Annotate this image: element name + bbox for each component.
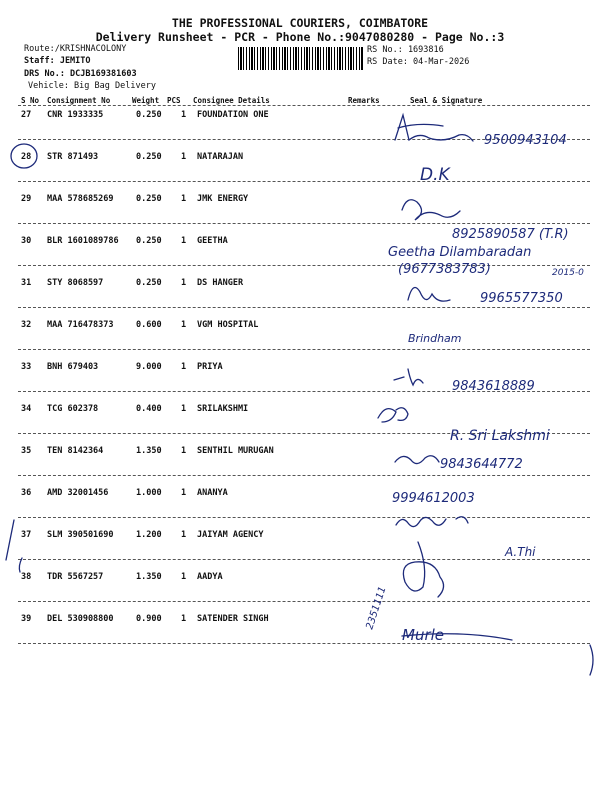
rs-date: RS Date: 04-Mar-2026: [367, 57, 470, 67]
row-consignee: JAIYAM AGENCY: [197, 530, 264, 540]
vehicle-label: Vehicle: Big Bag Delivery: [28, 81, 156, 91]
column-header-pcs: PCS: [167, 96, 181, 105]
row-consignment-no: BNH 679403: [47, 362, 99, 372]
header-divider: [18, 105, 590, 106]
row-divider: [18, 643, 590, 644]
signature-36: [396, 517, 468, 527]
row-sno: 29: [21, 194, 32, 204]
row-pcs: 1: [181, 110, 187, 120]
row-consignment-no: BLR 1601089786: [47, 236, 119, 246]
row-consignee: JMK ENERGY: [197, 194, 249, 204]
column-header-signature: Seal & Signature: [410, 96, 483, 105]
row-consignee: NATARAJAN: [197, 152, 244, 162]
handwritten-sign-37: A.Thi: [505, 545, 536, 559]
row-pcs: 1: [181, 152, 187, 162]
handwritten-time-30: 2015-0: [552, 268, 584, 278]
row-sno: 32: [21, 320, 32, 330]
row-weight: 9.000: [136, 362, 162, 372]
barcode-image: [238, 47, 364, 70]
row-consignee: PRIYA: [197, 362, 223, 372]
row-pcs: 1: [181, 572, 187, 582]
signature-37: [403, 542, 443, 597]
row-pcs: 1: [181, 614, 187, 624]
signature-29: [402, 200, 460, 220]
handwritten-phone-31: 9965577350: [480, 291, 563, 306]
row-consignment-no: STY 8068597: [47, 278, 104, 288]
row-consignment-no: AMD 32001456: [47, 488, 109, 498]
row-divider: [18, 391, 590, 392]
row-weight: 0.600: [136, 320, 162, 330]
handwritten-name-32: Brindham: [408, 332, 462, 345]
row-consignee: ANANYA: [197, 488, 228, 498]
row-divider: [18, 433, 590, 434]
row-consignee: SENTHIL MURUGAN: [197, 446, 274, 456]
row-consignee: DS HANGER: [197, 278, 244, 288]
handwritten-phone-36: 9994612003: [392, 491, 475, 506]
handwritten-phone-27: 9500943104: [484, 133, 567, 148]
row-sno: 37: [21, 530, 32, 540]
row-pcs: 1: [181, 278, 187, 288]
row-consignee: AADYA: [197, 572, 223, 582]
row-weight: 0.400: [136, 404, 162, 414]
row-consignment-no: MAA 578685269: [47, 194, 114, 204]
row-consignment-no: SLM 390501690: [47, 530, 114, 540]
row-divider: [18, 265, 590, 266]
row-weight: 0.250: [136, 278, 162, 288]
row-consignee: VGM HOSPITAL: [197, 320, 259, 330]
row-consignment-no: MAA 716478373: [47, 320, 114, 330]
staff-label: Staff: JEMITO: [24, 56, 91, 66]
row-sno: 28: [21, 152, 32, 162]
row-pcs: 1: [181, 530, 187, 540]
row-divider: [18, 349, 590, 350]
column-header-weight: Weight: [132, 96, 160, 105]
row-pcs: 1: [181, 194, 187, 204]
runsheet-subtitle: Delivery Runsheet - PCR - Phone No.:9047080280 - Page No.:3: [95, 30, 505, 44]
row-sno: 27: [21, 110, 32, 120]
row-divider: [18, 601, 590, 602]
row-weight: 1.350: [136, 446, 162, 456]
handwritten-name-34: R. Sri Lakshmi: [450, 428, 550, 444]
signature-27: [395, 115, 473, 141]
handwritten-phone-35: 9843644772: [440, 457, 523, 472]
row-sno: 35: [21, 446, 32, 456]
row-sno: 31: [21, 278, 32, 288]
handwritten-phone-33: 9843618889: [452, 379, 535, 394]
row-weight: 0.250: [136, 152, 162, 162]
column-header-consignment: Consignment No: [47, 96, 111, 105]
row-sno: 30: [21, 236, 32, 246]
row-pcs: 1: [181, 320, 187, 330]
row-divider: [18, 475, 590, 476]
rs-number: RS No.: 1693816: [367, 45, 444, 55]
row-weight: 0.250: [136, 194, 162, 204]
row-pcs: 1: [181, 446, 187, 456]
signature-31: [408, 288, 450, 302]
row-consignment-no: TEN 8142364: [47, 446, 104, 456]
column-header-consignee: Consignee Details: [193, 96, 270, 105]
company-title: THE PROFESSIONAL COURIERS, COIMBATORE: [171, 16, 429, 30]
row-weight: 1.200: [136, 530, 162, 540]
signature-33: [394, 369, 423, 385]
row-sno: 36: [21, 488, 32, 498]
margin-pen-mark: [6, 520, 14, 560]
signature-34: [378, 408, 408, 422]
row-sno: 33: [21, 362, 32, 372]
margin-pen-mark: [590, 645, 593, 675]
signature-27: [398, 124, 443, 128]
column-header-sno: S No: [21, 96, 40, 105]
row-divider: [18, 307, 590, 308]
row-sno: 38: [21, 572, 32, 582]
row-weight: 0.900: [136, 614, 162, 624]
row-pcs: 1: [181, 404, 187, 414]
row-consignment-no: CNR 1933335: [47, 110, 104, 120]
signature-35: [395, 456, 439, 464]
row-consignment-no: TCG 602378: [47, 404, 99, 414]
row-divider: [18, 181, 590, 182]
row-weight: 0.250: [136, 236, 162, 246]
row-weight: 1.350: [136, 572, 162, 582]
row-consignment-no: DEL 530908800: [47, 614, 114, 624]
row-divider: [18, 517, 590, 518]
row-pcs: 1: [181, 236, 187, 246]
row-divider: [18, 139, 590, 140]
row-consignment-no: STR 871493: [47, 152, 99, 162]
row-consignment-no: TDR 5567257: [47, 572, 104, 582]
row-divider: [18, 223, 590, 224]
handwritten-name-30: Geetha Dilambaradan: [388, 245, 532, 260]
row-sno: 34: [21, 404, 32, 414]
handwritten-side-38: 2351111: [364, 585, 389, 631]
margin-pen-mark: [19, 558, 22, 572]
handwritten-sign-39: Murle: [402, 626, 445, 644]
row-pcs: 1: [181, 488, 187, 498]
row-divider: [18, 559, 590, 560]
row-consignee: SRILAKSHMI: [197, 404, 249, 414]
row-consignee: SATENDER SINGH: [197, 614, 269, 624]
handwritten-phone-29: 8925890587 (T.R): [452, 227, 569, 242]
row-consignee: FOUNDATION ONE: [197, 110, 269, 120]
column-header-remarks: Remarks: [348, 96, 380, 105]
row-pcs: 1: [181, 362, 187, 372]
row-consignee: GEETHA: [197, 236, 228, 246]
handwritten-phone-30: (9677383783): [398, 262, 491, 277]
handwritten-initials-28: D.K: [420, 165, 450, 185]
row-weight: 1.000: [136, 488, 162, 498]
drs-number: DRS No.: DCJB169381603: [24, 69, 137, 79]
route-label: Route:∕KRISHNACOLONY: [24, 44, 127, 54]
row-sno: 39: [21, 614, 32, 624]
signature-39: [402, 634, 512, 640]
row-weight: 0.250: [136, 110, 162, 120]
